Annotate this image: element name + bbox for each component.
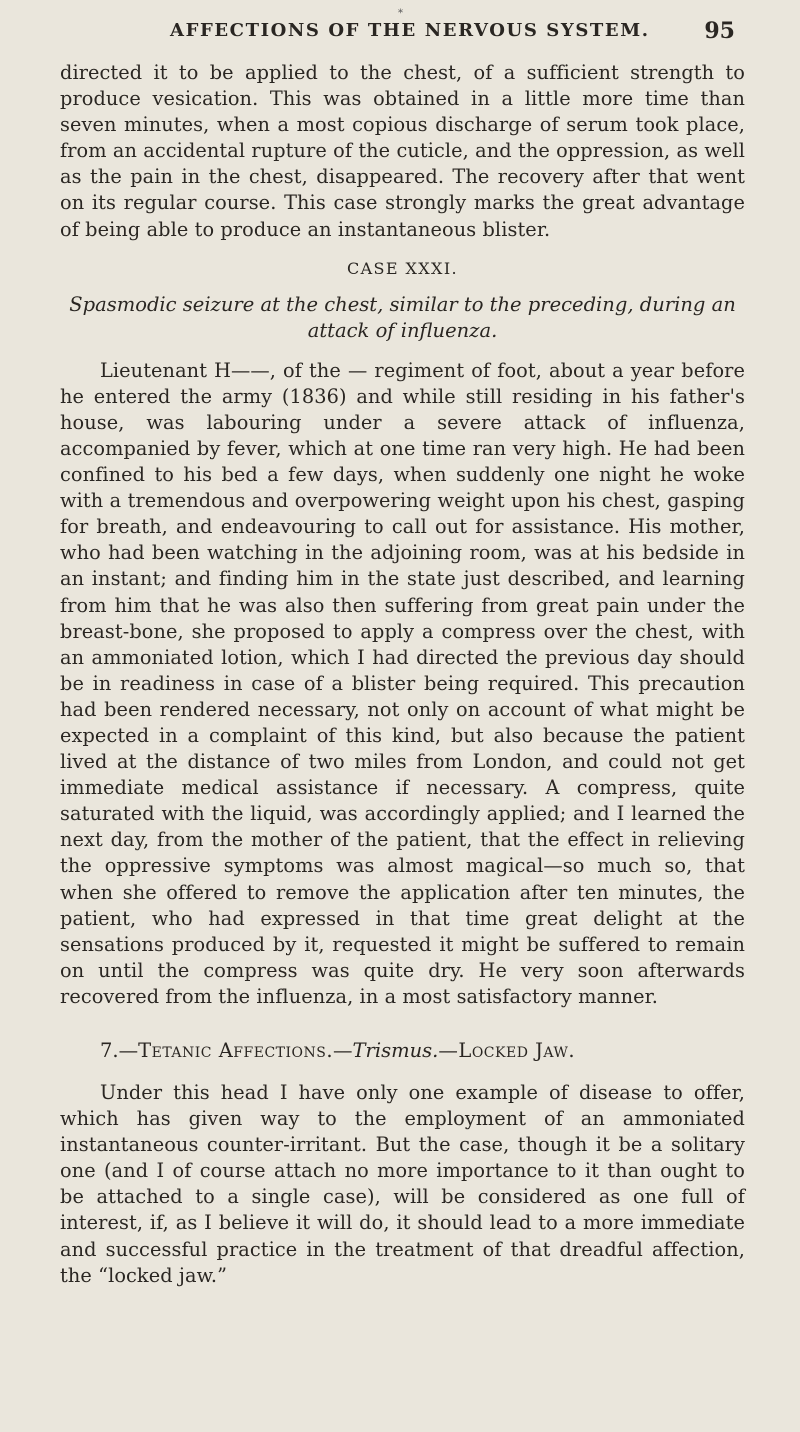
section-subtitle: —Locked Jaw. — [438, 1039, 576, 1062]
paragraph-section-intro: Under this head I have only one example of disease to offer, which has given way to the employment of an ammoniated instantaneous counter-irritant. But the case, though it be a solitary one (and I of course attach no more importance to it than ought to be attached to a single case), will be considered as one full of interest, if, as I believe it will do, it should lead to a more immediate and successful practice in the treatment of that dreadful affection, the “locked jaw.” — [60, 1081, 745, 1287]
section-italic-term: Trismus. — [352, 1039, 439, 1062]
case-subtitle: Spasmodic seizure at the chest, similar to the preceding, during an attack of influenza. — [69, 292, 736, 342]
paragraph-case-description: Lieutenant H——, of the — regiment of foot, about a year before he entered the army (1836) and while still residing in his father's house, was labouring under a severe attack of influenza, accompanied by fever, which at one time ran very high. He had been confined to his bed a few days, when suddenly one night he woke with a tremendous and overpowering weight upon his chest, gasping for breath, and endeavouring to call out for assistance. His mother, who had been watching in the adjoining room, was at his bedside in an instant; and finding him in the state just described, and learning from him that he was also then suffering from great pain under the breast-bone, she proposed to apply a compress over the chest, with an ammoniated lotion, which I had directed the previous day should be in readiness in case of a blister being required. This precaution had been rendered necessary, not only on account of what might be expected in a complaint of this kind, but also because the patient lived at the distance of two miles from London, and could not get immediate medical assistance if necessary. A compress, quite saturated with the liquid, was accordingly applied; and I learned the next day, from the mother of the patient, that the effect in relieving the oppressive symptoms was almost magical—so much so, that when she offered to remove the application after ten minutes, the patient, who had expressed in that time great delight at the sensations produced by it, requested it might be suffered to remain on until the compress was quite dry. He very soon afterwards recovered from the influenza, in a most satisfactory manner. — [60, 358, 745, 1008]
section-separator: — — [333, 1039, 353, 1062]
page-number: 95 — [704, 18, 735, 44]
section-title: Tetanic Affections. — [138, 1039, 334, 1062]
paragraph-continuation: directed it to be applied to the chest, of a sufficient strength to produce vesication. This was obtained in a little more time than seven minutes, when a most copious discharge of serum took place, from an accidental rupture of the cuticle, and the oppression, as well as the pain in the chest, disappeared. The recovery after that went on its regular course. This case strongly marks the great advantage of being able to produce an instantaneous blister. — [60, 61, 745, 241]
case-heading: CASE XXXI. — [346, 258, 459, 278]
section-number: 7.— — [100, 1039, 139, 1062]
running-head — [0, 8, 800, 48]
printer-mark: * — [398, 8, 403, 19]
body-text — [60, 60, 745, 1289]
section-heading — [100, 1038, 745, 1064]
running-title: AFFECTIONS OF THE NERVOUS SYSTEM. — [170, 20, 650, 41]
